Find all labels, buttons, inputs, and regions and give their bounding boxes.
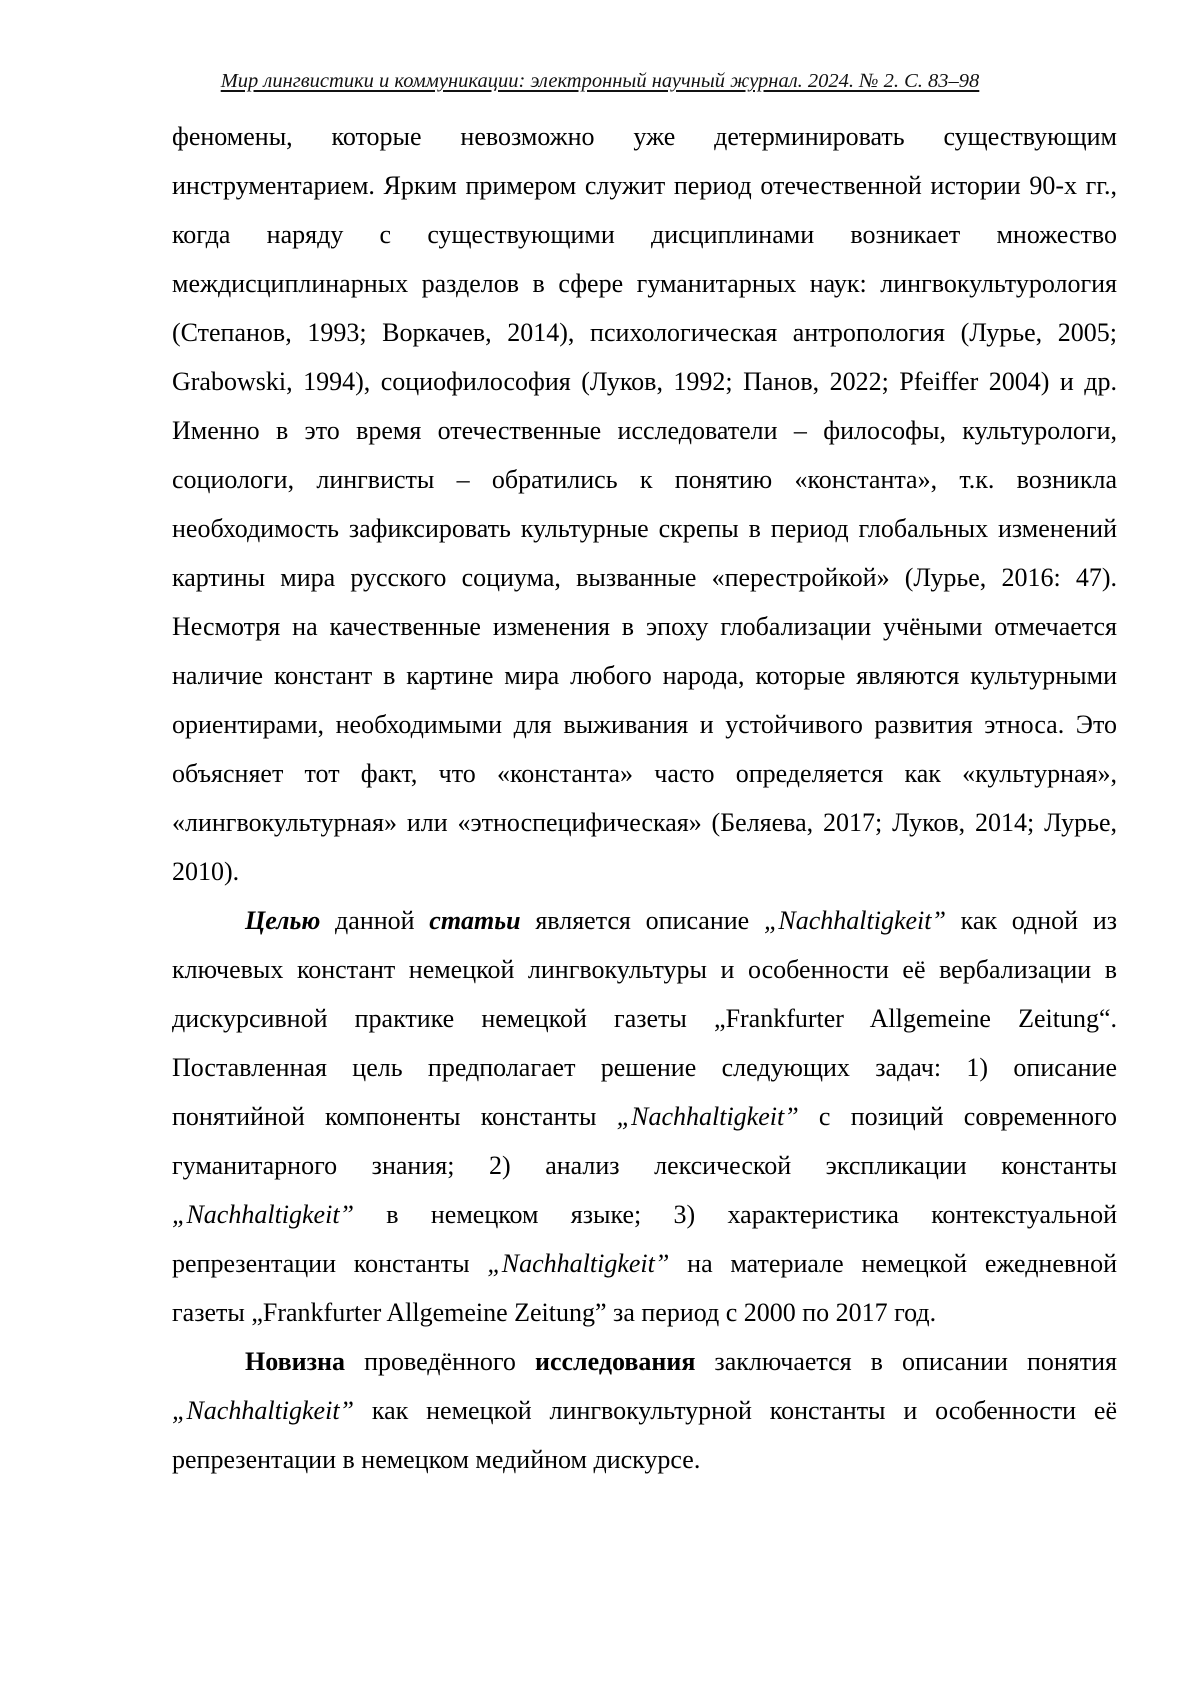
text-run: на материале немецкой ежедневной газеты „Frankfurter Allgemeine Zeitung” за период с 2000 по 2017 год.: [172, 1249, 1117, 1327]
research-term: исследования: [534, 1347, 696, 1376]
text-run: с позиций современного гуманитарного знания; 2) анализ лексической экспликации константы: [172, 1102, 1117, 1180]
paragraph-2-aim: [172, 896, 1117, 1337]
running-header: Мир лингвистики и коммуникации: электронный научный журнал. 2024. № 2. С. 83–98: [220, 70, 980, 92]
text-run: проведённого: [345, 1347, 535, 1376]
text-run: заключается в описании понятия: [695, 1347, 1117, 1376]
text-run: как немецкой лингвокультурной константы и особенности её репрезентации в немецком медийном дискурсе.: [172, 1396, 1117, 1474]
quoted-term: „Nachhaltigkeit”: [172, 1396, 354, 1425]
paragraph-3-novelty: [172, 1337, 1117, 1484]
text-run: как одной из ключевых констант немецкой лингвокультуры и особенности её вербализации в дискурсивной практике немецкой газеты „Frankfurter Allgemeine Zeitung“. Поставленная цель предполагает решение следующих задач: 1) описание понятийной компоненты константы: [172, 906, 1118, 1131]
quoted-term: „Nachhaltigkeit”: [763, 906, 946, 935]
quoted-term: „Nachhaltigkeit”: [172, 1200, 354, 1229]
body-text: [172, 112, 1117, 1484]
paragraph-1: феномены, которые невозможно уже детерминировать существующим инструментарием. Ярким примером служит период отечественной истории 90-х гг., когда наряду с существующими дисциплинами возникает множество междисциплинарных разделов в сфере гуманитарных наук: лингвокультурология (Степанов, 1993; Воркачев, 2014), психологическая антропология (Лурье, 2005; Grabowski, 1994), социофилософия (Луков, 1992; Панов, 2022; Pfeiffer 2004) и др. Именно в это время отечественные исследователи – философы, культурологи, социологи, лингвисты – обратились к понятию «константа», т.к. возникла необходимость зафиксировать культурные скрепы в период глобальных изменений картины мира русского социума, вызванные «перестройкой» (Лурье, 2016: 47). Несмотря на качественные изменения в эпоху глобализации учёными отмечается наличие констант в картине мира любого народа, которые являются культурными ориентирами, необходимыми для выживания и устойчивого развития этноса. Это объясняет тот факт, что «константа» часто определяется как «культурная», «лингвокультурная» или «этноспецифическая» (Беляева, 2017; Луков, 2014; Лурье, 2010).: [172, 122, 1117, 886]
novelty-term: Новизна: [245, 1347, 346, 1376]
quoted-term: „Nachhaltigkeit”: [616, 1102, 799, 1131]
text-run: данной: [320, 906, 430, 935]
aim-term: Целью: [245, 906, 321, 935]
text-run: в немецком языке; 3) характеристика контекстуальной репрезентации константы: [172, 1200, 1117, 1278]
quoted-term: „Nachhaltigkeit”: [487, 1249, 670, 1278]
text-run: является описание: [520, 906, 764, 935]
article-term: статьи: [429, 906, 521, 935]
